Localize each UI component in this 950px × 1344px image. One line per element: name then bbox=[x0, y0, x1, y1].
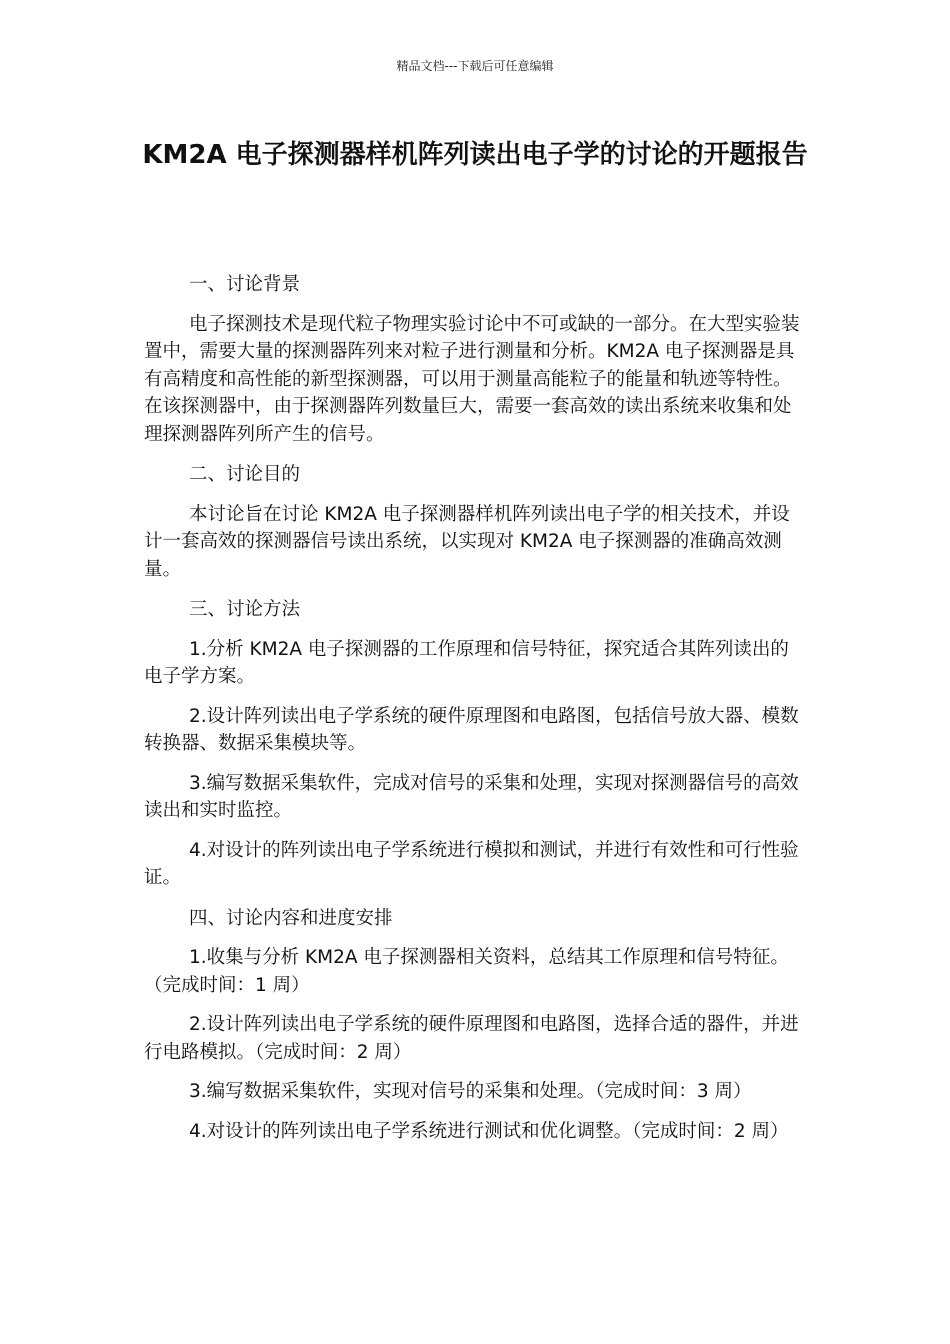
list-item: 2.设计阵列读出电子学系统的硬件原理图和电路图，选择合适的器件，并进行电路模拟。（完成时间：2 周） bbox=[144, 1014, 799, 1063]
list-item: 1.收集与分析 KM2A 电子探测器相关资料，总结其工作原理和信号特征。（完成时间：1 周） bbox=[144, 947, 789, 996]
section-heading: 三、讨论方法 bbox=[189, 599, 301, 620]
list-item: 1.分析 KM2A 电子探测器的工作原理和信号特征，探究适合其阵列读出的电子学方案。 bbox=[144, 638, 789, 687]
section-heading: 二、讨论目的 bbox=[189, 464, 301, 485]
list-item: 3.编写数据采集软件，实现对信号的采集和处理。（完成时间：3 周） bbox=[189, 1081, 752, 1102]
list-item: 4.对设计的阵列读出电子学系统进行测试和优化调整。（完成时间：2 周） bbox=[189, 1120, 789, 1142]
document-title: KM2A 电子探测器样机阵列读出电子学的讨论的开题报告 bbox=[142, 140, 808, 170]
section-heading: 四、讨论内容和进度安排 bbox=[189, 907, 393, 929]
list-item: 2.设计阵列读出电子学系统的硬件原理图和电路图，包括信号放大器、模数转换器、数据采集模块等。 bbox=[144, 705, 799, 754]
list-item: 4.对设计的阵列读出电子学系统进行模拟和测试，并进行有效性和可行性验证。 bbox=[144, 839, 799, 888]
paragraph: 电子探测技术是现代粒子物理实验讨论中不可或缺的一部分。在大型实验装置中，需要大量的探测器阵列来对粒子进行测量和分析。KM2A 电子探测器是具有高精度和高性能的新型探测器，可以用于测量高能粒子的能量和轨迹等特性。在该探测器中，由于探测器阵列数量巨大，需要一套高效的读出系统来收集和处理探测器阵列所产生的信号。 bbox=[144, 313, 800, 445]
page-header: 精品文档---下载后可任意编辑 bbox=[396, 59, 554, 73]
section-heading: 一、讨论背景 bbox=[189, 274, 301, 295]
document-body bbox=[144, 271, 804, 1145]
paragraph: 本讨论旨在讨论 KM2A 电子探测器样机阵列读出电子学的相关技术，并设计一套高效的探测器信号读出系统，以实现对 KM2A 电子探测器的准确高效测量。 bbox=[144, 503, 790, 580]
list-item: 3.编写数据采集软件，完成对信号的采集和处理，实现对探测器信号的高效读出和实时监控。 bbox=[144, 772, 799, 821]
